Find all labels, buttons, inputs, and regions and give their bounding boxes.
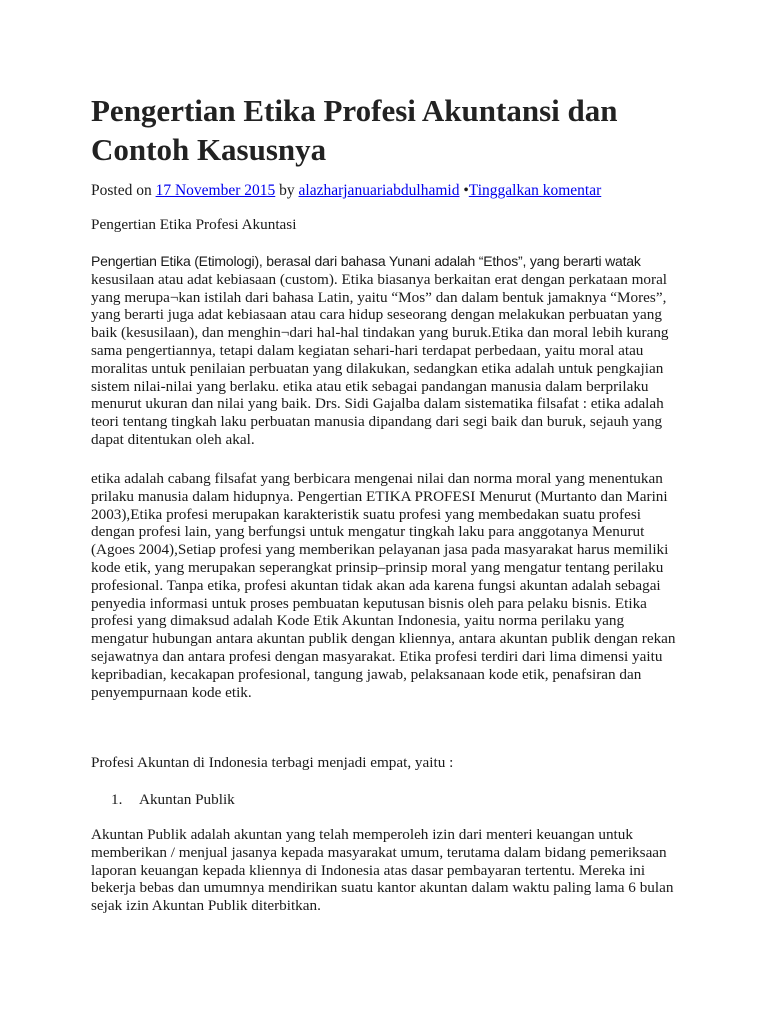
paragraph-line: etika adalah cabang filsafat yang berbicara mengenai nilai dan norma moral yang menentukan (91, 470, 663, 487)
paragraph-line: dengan profesi lain, yang berfungsi untuk mengatur tingkah laku para anggotanya Menurut (91, 523, 645, 541)
paragraph-line: sama pengertiannya, tetapi dalam kegiatan sehari-hari terdapat perbedaan, yaitu moral atau (91, 341, 644, 359)
paragraph-line: profesi yang dimaksud adalah Kode Etik Akuntan Indonesia, yaitu norma perilaku yang (91, 612, 625, 630)
paragraph-line (91, 289, 681, 307)
list-item-label: Akuntan Publik (139, 791, 235, 808)
post-date-link[interactable]: 17 November 2015 (155, 182, 276, 199)
paragraph-etika-profesi (91, 470, 681, 701)
paragraph-line: mengatur hubungan antara akuntan publik dengan kliennya, antara akuntan publik dengan rekan (91, 630, 676, 648)
paragraph-line: sistem nilai-nilai yang berlaku. etika atau etik sebagai pandangan manusia dalam berprilaku (91, 377, 649, 395)
paragraph-line: (Agoes 2004),Setiap profesi yang memberikan pelayanan jasa pada masyarakat harus memiliki (91, 541, 669, 559)
paragraph-line: laporan keuangan kepada kliennya di Indonesia atas dasar pembayaran tertentu. Mereka ini (91, 861, 646, 879)
paragraph-line-segment: yang merupa¬kan istilah dari bahasa Latin, yaitu “Mos” dan dalam bentuk jamaknya “Mores”, (91, 288, 667, 306)
paragraph-line: Akuntan Publik adalah akuntan yang telah memperoleh izin dari menteri keuangan untuk (91, 826, 633, 843)
paragraph-line: baik (kesusilaan), dan menghin¬dari hal-hal tindakan yang buruk.Etika dan moral lebih kurang (91, 324, 669, 342)
article-title-line: Pengertian Etika Profesi Akuntansi dan (91, 93, 618, 128)
paragraph-line: profesional. Tanpa etika, profesi akuntan tidak akan ada karena fungsi akuntan adalah sebagai (91, 576, 661, 594)
paragraph-line: prilaku manusia dalam hidupnya. Pengertian ETIKA PROFESI Menurut (Murtanto dan Marini (91, 487, 668, 505)
meta-separator: • (463, 182, 469, 199)
paragraph-line: Pengertian Etika (Etimologi), berasal dari bahasa Yunani adalah “Ethos”, yang berarti watak (91, 253, 641, 269)
paragraph-line: memberikan / menjual jasanya kepada masyarakat umum, terutama dalam bidang pemeriksaan (91, 843, 667, 861)
paragraph-line: teori tentang tingkah laku perbuatan manusia dipandang dari segi baik dan buruk, sejauh yang (91, 413, 663, 431)
posted-on-label: Posted on (91, 182, 152, 199)
paragraph-line: sejawatnya dan antara profesi dengan masyarakat. Etika profesi terdiri dari lima dimensi yaitu (91, 647, 663, 665)
paragraph-profesi-akuntan: Profesi Akuntan di Indonesia terbagi menjadi empat, yaitu : (91, 754, 454, 771)
paragraph-line: dapat ditentukan oleh akal. (91, 430, 255, 448)
post-meta (91, 181, 601, 201)
paragraph-line: kepribadian, kecakapan profesional, tangung jawab, pelaksanaan kode etik, penafsiran dan (91, 665, 642, 683)
list-item (111, 791, 235, 809)
author-link[interactable]: alazharjanuariabdulhamid (298, 182, 460, 199)
paragraph-line: moralitas untuk penilaian perbuatan yang dilakukan, sedangkan etika adalah untuk pengkajian (91, 359, 664, 377)
paragraph-line: penyempurnaan kode etik. (91, 683, 252, 701)
paragraph-line: penyedia informasi untuk proses pembuatan keputusan bisnis oleh para pelaku bisnis. Etika (91, 594, 647, 612)
leave-comment-link[interactable]: Tinggalkan komentar (468, 182, 602, 199)
article-title (91, 91, 691, 169)
list-item-number: 1. (111, 791, 123, 808)
paragraph-akuntan-publik (91, 826, 681, 915)
article-title-line: Contoh Kasusnya (91, 132, 327, 167)
paragraph-line: menurut ukuran dan nilai yang baik. Drs. Sidi Gajalba dalam sistematika filsafat : etika adalah (91, 395, 664, 413)
paragraph-line: yang berarti juga adat kebiasaan atau cara hidup seseorang dengan melakukan perbuatan yang (91, 306, 662, 324)
paragraph-etika-definition (91, 253, 681, 449)
section-subheading: Pengertian Etika Profesi Akuntasi (91, 216, 297, 233)
paragraph-line: sejak izin Akuntan Publik diterbitkan. (91, 897, 321, 915)
by-label: by (279, 182, 295, 199)
paragraph-line: 2003),Etika profesi merupakan karakteristik suatu profesi yang membedakan suatu profesi (91, 505, 641, 523)
paragraph-line: bekerja bebas dan umumnya mendirikan suatu kantor akuntan dalam waktu paling lama 6 bulan (91, 879, 674, 897)
paragraph-line: kode etik, yang merupakan seperangkat prinsip–prinsip moral yang mengatur tentang perilaku (91, 558, 664, 576)
paragraph-line: kesusilaan atau adat kebiasaan (custom). Etika biasanya berkaitan erat dengan perkataan moral (91, 270, 668, 288)
